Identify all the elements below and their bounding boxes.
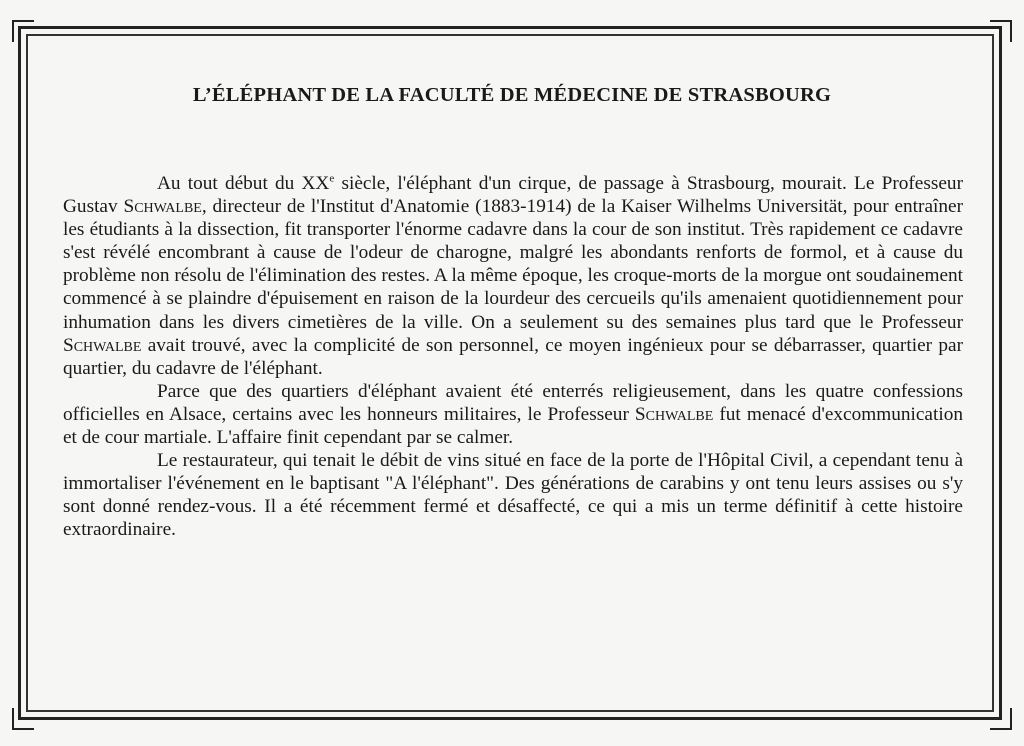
corner-ornament-top-right <box>990 20 1012 42</box>
paragraph-2-text-a: Parce que des quartiers d'éléphant avaient été enterrés religieusement, dans les quatre confessions officielles en Alsace, certains avec les honneurs militaires, le Professeur <box>63 380 963 425</box>
paragraph-1-text-a: Au tout début du <box>157 173 302 194</box>
professor-name: Schwalbe <box>63 334 142 356</box>
professor-name: Schwalbe <box>123 196 202 218</box>
professor-name: Schwalbe <box>634 403 714 425</box>
document-body <box>63 172 963 542</box>
century-numeral: XX <box>301 173 330 194</box>
paragraph-2 <box>63 380 963 449</box>
corner-ornament-top-left <box>12 20 34 42</box>
paragraph-2-text-b: fut menacé d'excommunication et de cour martiale. L'affaire finit cependant par se calmer. <box>63 403 963 449</box>
paragraph-1-text-b: siècle, l'éléphant d'un cirque, de passage à Strasbourg, mourait. Le Professeur Gustav <box>63 173 963 218</box>
document-title: L’ÉLÉPHANT DE LA FACULTÉ DE MÉDECINE DE STRASBOURG <box>192 84 832 106</box>
paragraph-1-text-d: avait trouvé, avec la complicité de son personnel, ce moyen ingénieux pour se débarrasser, quartier par quartier, du cadavre de l'éléphant. <box>63 334 963 379</box>
century-superscript: e <box>329 172 335 185</box>
paragraph-1 <box>63 172 963 380</box>
paragraph-1-text-c: , directeur de l'Institut d'Anatomie (1883-1914) de la Kaiser Wilhelms Universität, pour entraîner les étudiants à la dissection, fit transporter l'énorme cadavre dans la cour de son institut. Très rapidement ce cadavre s'est révélé encombrant à cause de l'odeur de charogne, malgré les abondants renforts de formol, et à cause du problème non résolu de l'élimination des restes. A la même époque, les croque-morts de la morgue ont soudainement commencé à se plaindre d'épuisement en raison de la lourdeur des cercueils qu'ils amenaient quotidiennement pour inhumation dans les divers cimetières de la ville. On a seulement su des semaines plus tard que le Professeur <box>63 196 964 333</box>
paragraph-3: Le restaurateur, qui tenait le débit de vins situé en face de la porte de l'Hôpital Civil, a cependant tenu à immortaliser l'événement en le baptisant "A l'éléphant". Des générations de carabins y ont tenu leurs assises ou s'y sont donné rendez-vous. Il a été récemment fermé et désaffecté, ce qui a mis un terme définitif à cette histoire extraordinaire. <box>63 450 963 541</box>
corner-ornament-bottom-right <box>990 708 1012 730</box>
corner-ornament-bottom-left <box>12 708 34 730</box>
